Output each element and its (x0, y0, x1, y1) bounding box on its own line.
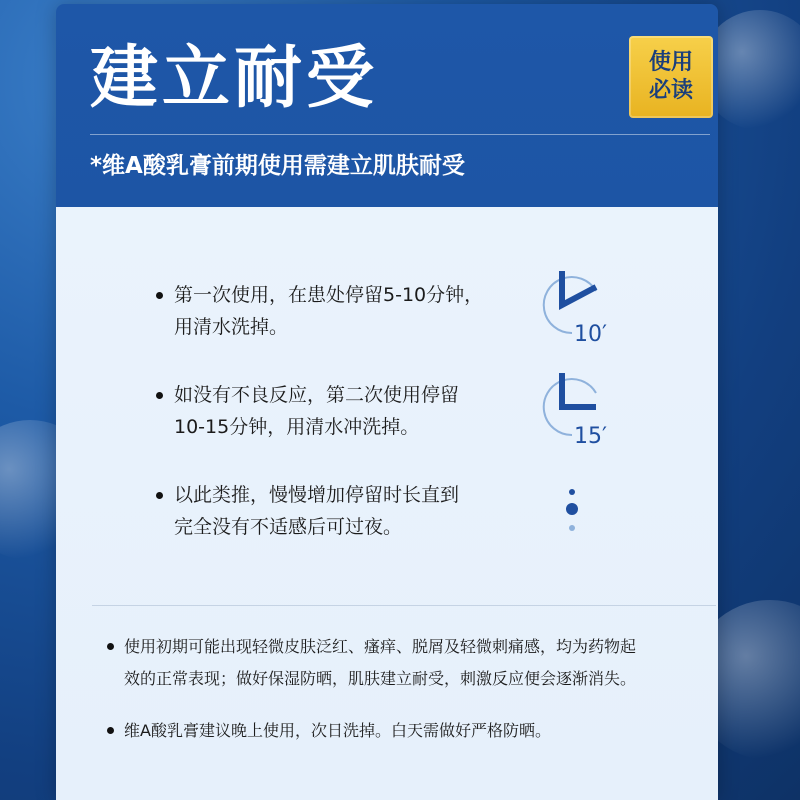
clock-label: 10′ (574, 322, 607, 345)
step-text (152, 479, 512, 543)
step-text (152, 279, 512, 343)
dot-large (566, 503, 578, 515)
step-item (152, 379, 512, 443)
clock-label: 15′ (574, 424, 607, 447)
ellipsis-dots-icon (564, 489, 580, 539)
page-subtitle: *维A酸乳膏前期使用需建立肌肤耐受 (90, 153, 465, 179)
badge-line-2: 必读 (648, 78, 693, 103)
card-header (56, 4, 718, 204)
info-card (56, 4, 718, 800)
step-line: 完全没有不适感后可过夜。 (174, 516, 403, 538)
step-item (152, 279, 512, 343)
step-line: 用清水洗掉。 (174, 316, 289, 338)
note-line: 使用初期可能出现轻微皮肤泛红、瘙痒、脱屑及轻微刺痛感，均为药物起 (124, 637, 637, 656)
note-line: 维A酸乳膏建议晚上使用，次日洗掉。白天需做好严格防晒。 (124, 721, 551, 740)
step-line: 如没有不良反应，第二次使用停留 (174, 384, 460, 406)
page-title: 建立耐受 (90, 39, 379, 118)
note-item (104, 631, 714, 695)
clock-10-icon (534, 265, 614, 345)
note-item (104, 715, 714, 747)
card-body (56, 207, 718, 800)
step-line: 第一次使用，在患处停留5-10分钟， (174, 284, 484, 306)
step-line: 10-15分钟，用清水冲洗掉。 (174, 416, 420, 438)
dot-small (569, 489, 575, 495)
step-item (152, 479, 512, 543)
step-text (152, 379, 512, 443)
badge-line-1: 使用 (648, 50, 693, 75)
note-line: 效的正常表现；做好保湿防晒，肌肤建立耐受，刺激反应便会逐渐消失。 (124, 669, 637, 688)
header-divider (90, 134, 710, 135)
clock-15-icon (534, 367, 614, 447)
must-read-badge (629, 36, 713, 118)
step-line: 以此类推，慢慢增加停留时长直到 (174, 484, 460, 506)
dot-light (569, 525, 575, 531)
section-divider (92, 605, 716, 606)
